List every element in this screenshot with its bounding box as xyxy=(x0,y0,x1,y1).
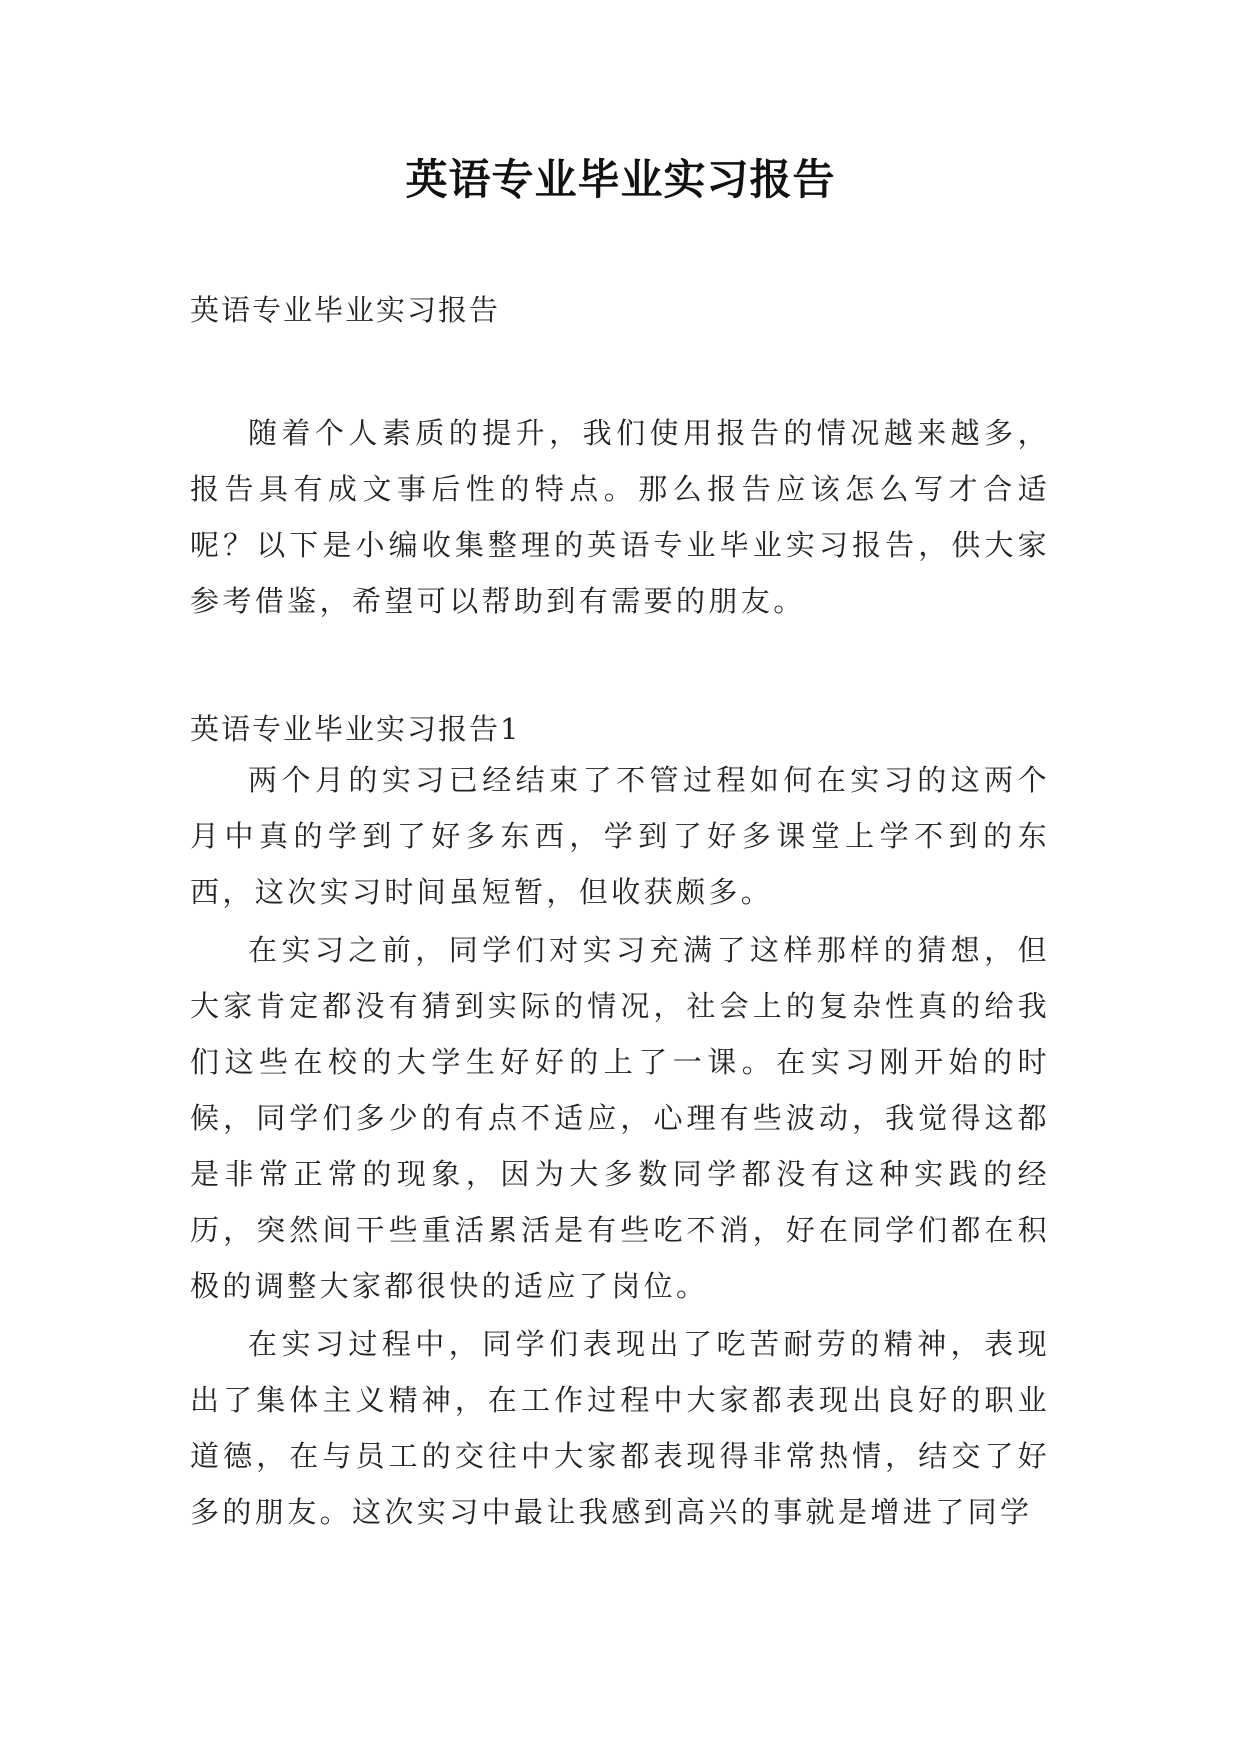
body-paragraph: 两个月的实习已经结束了不管过程如何在实习的这两个月中真的学到了好多东西，学到了好多课堂上学不到的东西，这次实习时间虽短暂，但收获颇多。 xyxy=(190,763,1050,909)
intro-paragraph: 随着个人素质的提升，我们使用报告的情况越来越多，报告具有成文事后性的特点。那么报告应该怎么写才合适呢？以下是小编收集整理的英语专业毕业实习报告，供大家参考借鉴，希望可以帮助到有需要的朋友。 xyxy=(190,416,1050,618)
document-subtitle: 英语专业毕业实习报告 xyxy=(190,293,501,327)
body-paragraph: 在实习过程中，同学们表现出了吃苦耐劳的精神，表现出了集体主义精神，在工作过程中大家都表现出良好的职业道德，在与员工的交往中大家都表现得非常热情，结交了好多的朋友。这次实习中最让我感到高兴的事就是增进了同学 xyxy=(190,1327,1050,1529)
page-title: 英语专业毕业实习报告 xyxy=(405,155,836,204)
section-heading: 英语专业毕业实习报告1 xyxy=(190,712,521,746)
body-paragraph: 在实习之前，同学们对实习充满了这样那样的猜想，但大家肯定都没有猜到实际的情况，社会上的复杂性真的给我们这些在校的大学生好好的上了一课。在实习刚开始的时候，同学们多少的有点不适应，心理有些波动，我觉得这都是非常正常的现象，因为大多数同学都没有这种实践的经历，突然间干些重活累活是有些吃不消，好在同学们都在积极的调整大家都很快的适应了岗位。 xyxy=(190,933,1050,1303)
